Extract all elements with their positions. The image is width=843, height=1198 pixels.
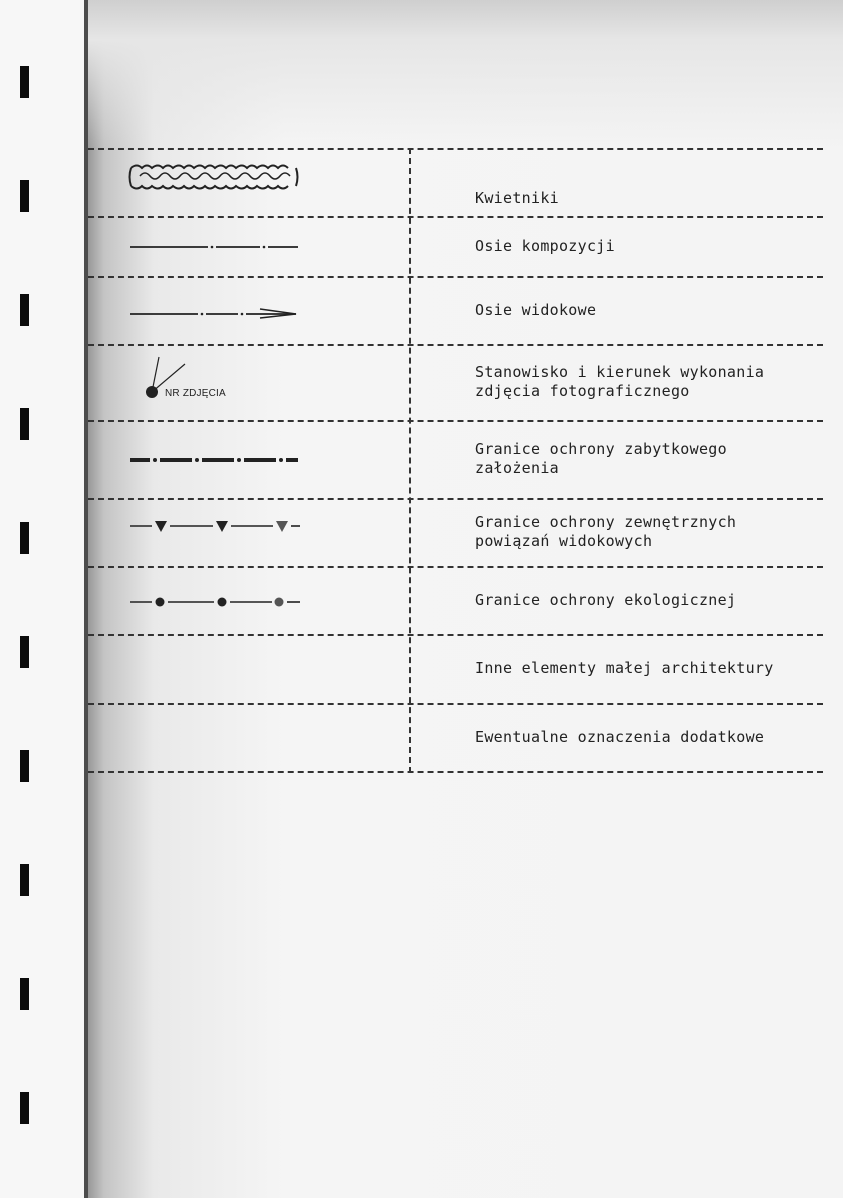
punch-hole [20, 978, 29, 1010]
punch-hole [20, 636, 29, 668]
dash-dot-arrow-icon [88, 276, 409, 344]
legend-table [88, 148, 823, 773]
legend-label: Osie widokowe [475, 300, 597, 319]
symbol-cell-empty [88, 634, 409, 703]
sheet-top-shade [84, 0, 843, 150]
legend-label: Granice ochrony ekologicznej [475, 590, 737, 609]
punch-hole [20, 408, 29, 440]
dot-line-icon [88, 566, 409, 634]
legend-row [88, 634, 823, 703]
punch-hole [20, 1092, 29, 1124]
triangle-line-icon [88, 498, 409, 566]
legend-label: Inne elementy małej architektury [475, 659, 774, 677]
binding-strip [0, 0, 84, 1198]
legend-label: Granice ochrony zewnętrznych powiązań widokowych [475, 513, 737, 550]
legend-label: Granice ochrony zabytkowego założenia [475, 440, 727, 477]
legend-label: Stanowisko i kierunek wykonania zdjęcia fotograficznego [475, 363, 765, 400]
legend-row [88, 344, 823, 420]
punch-hole [20, 294, 29, 326]
punch-hole [20, 522, 29, 554]
legend-label: Kwietniki [475, 188, 559, 207]
legend-row [88, 703, 823, 771]
legend-row [88, 276, 823, 344]
legend-label: Ewentualne oznaczenia dodatkowe [475, 727, 765, 746]
flowerbed-icon [88, 148, 409, 216]
dash-dot-line-icon [88, 216, 409, 276]
punch-hole [20, 180, 29, 212]
legend-row [88, 216, 823, 276]
symbol-cell-empty [88, 703, 409, 771]
legend-row [88, 148, 823, 216]
legend-label: Osie kompozycji [475, 236, 615, 255]
legend-row [88, 498, 823, 566]
photo-number-label: NR ZDJĘCIA [165, 388, 226, 399]
legend-row [88, 420, 823, 498]
thick-dash-dot-line-icon [88, 420, 409, 498]
punch-hole [20, 66, 29, 98]
photo-position-icon [88, 344, 409, 420]
legend-row [88, 566, 823, 634]
punch-hole [20, 750, 29, 782]
punch-hole [20, 864, 29, 896]
row-divider [88, 771, 823, 773]
